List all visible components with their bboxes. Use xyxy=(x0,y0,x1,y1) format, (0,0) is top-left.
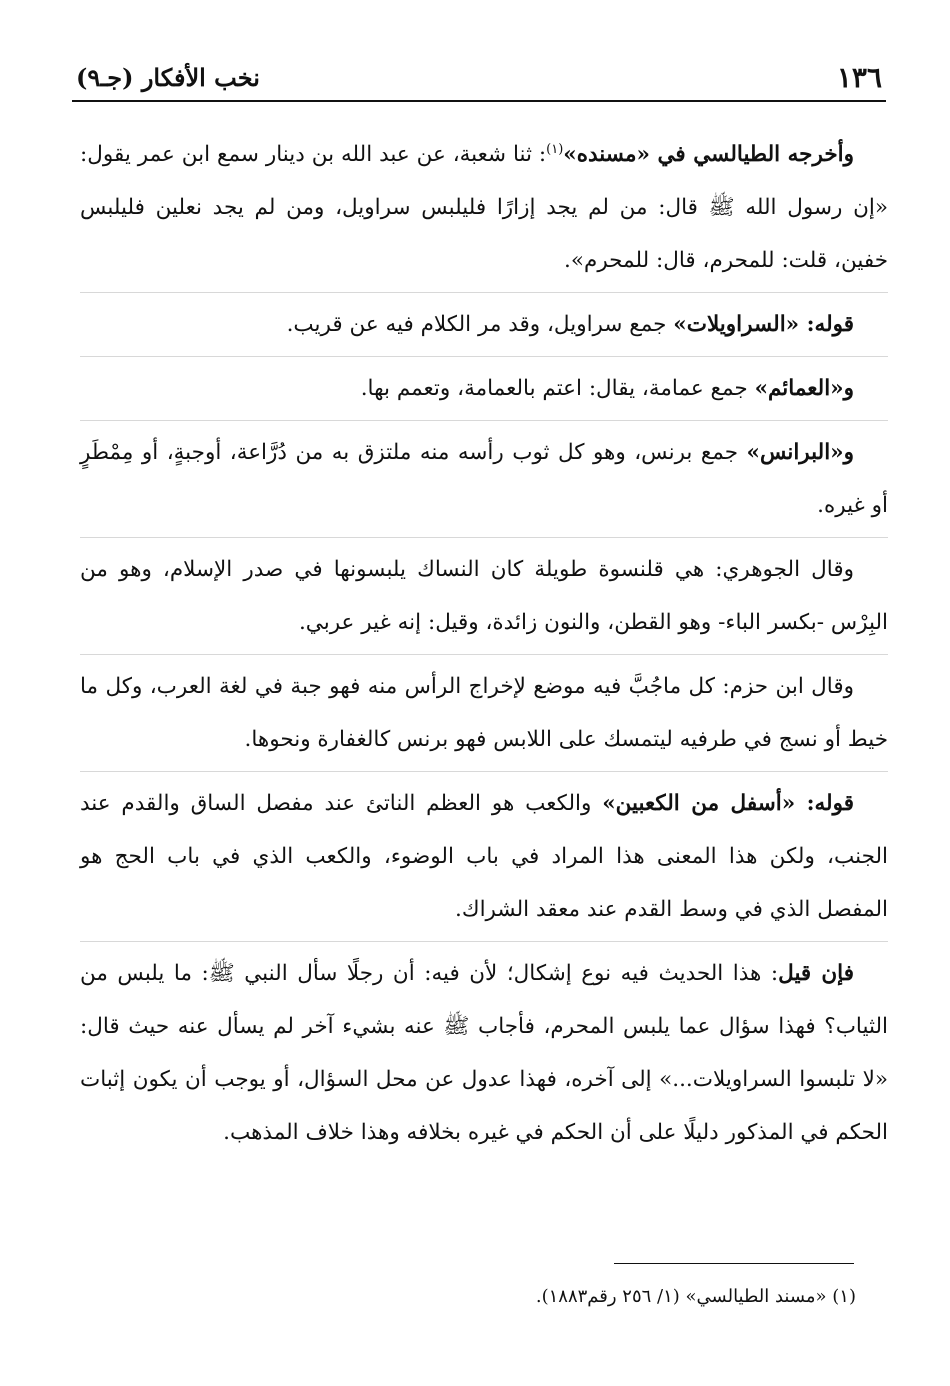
paragraph-2 xyxy=(80,298,888,357)
paragraph-text: : ثنا شعبة، عن عبد الله بن دينار سمع ابن عمر يقول: «إن رسول الله ﷺ قال: من لم يجد إزارًا فليلبس سراويل، ومن لم يجد نعلين فليلبس خفين، قلت: للمحرم، قال: للمحرم». xyxy=(80,142,888,274)
paragraph-1 xyxy=(80,123,888,293)
page-number: ١٣٦ xyxy=(836,61,882,94)
paragraph-text: جمع سراويل، وقد مر الكلام فيه عن قريب. xyxy=(286,312,674,338)
footnote: (١) «مسند الطيالسي» (١/ ٢٥٦ رقم١٨٨٣). xyxy=(535,1286,856,1307)
footnote-marker[interactable]: (١) xyxy=(546,142,564,157)
paragraph-text: جمع عمامة، يقال: اعتم بالعمامة، وتعمم بها. xyxy=(360,376,755,402)
footnote-divider xyxy=(614,1263,854,1264)
main-text xyxy=(80,123,888,1169)
book-title: نخب الأفكار (جـ٩) xyxy=(76,63,260,92)
paragraph-text: : هذا الحديث فيه نوع إشكال؛ لأن فيه: أن رجلًا سأل النبي ﷺ: ما يلبس من الثياب؟ فهذا سؤال عما يلبس المحرم، فأجاب ﷺ عنه بشيء آخر لم يسأل عنه حيث قال: «لا تلبسوا السراويلات...» إلى آخره، فهذا عدول عن محل السؤال، أو يوجب أن يكون إثبات الحكم في المذكور دليلًا على أن الحكم في غيره بخلافه وهذا خلاف المذهب. xyxy=(80,961,888,1146)
page-header xyxy=(72,60,886,102)
paragraph-8 xyxy=(80,947,888,1164)
paragraph-6 xyxy=(80,660,888,772)
paragraph-text: والكعب هو العظم الناتئ عند مفصل الساق والقدم عند الجنب، ولكن هذا المعنى هذا المراد في باب الوضوء، والكعب الذي في باب الحج هو المفصل الذي في وسط القدم عند معقد الشراك. xyxy=(80,791,888,923)
paragraph-7 xyxy=(80,777,888,942)
paragraph-lead: و«العمائم» xyxy=(754,376,854,402)
paragraph-text: وقال الجوهري: هي قلنسوة طويلة كان النساك يلبسونها في صدر الإسلام، وهو من البِرْس -بكسر الباء- وهو القطن، والنون زائدة، وقيل: إنه غير عربي. xyxy=(80,557,888,636)
paragraph-4 xyxy=(80,426,888,538)
paragraph-text: جمع برنس، وهو كل ثوب رأسه منه ملتزق به من دُرَّاعة، أوجبةٍ، أو مِمْطَرٍ أو غيره. xyxy=(80,440,888,519)
paragraph-lead: فإن قيل xyxy=(778,961,854,987)
paragraph-lead: و«البرانس» xyxy=(746,440,854,466)
paragraph-5 xyxy=(80,543,888,655)
paragraph-lead: وأخرجه الطيالسي في «مسنده» xyxy=(563,142,854,168)
paragraph-lead: قوله: «السراويلات» xyxy=(673,312,854,338)
paragraph-text: وقال ابن حزم: كل ماجُبَّ فيه موضع لإخراج الرأس منه فهو جبة في لغة العرب، وكل ما خيط أو نسج في طرفيه ليتمسك على اللابس فهو برنس كالغفارة ونحوها. xyxy=(80,674,888,753)
paragraph-lead: قوله: «أسفل من الكعبين» xyxy=(602,791,854,817)
paragraph-3 xyxy=(80,362,888,421)
